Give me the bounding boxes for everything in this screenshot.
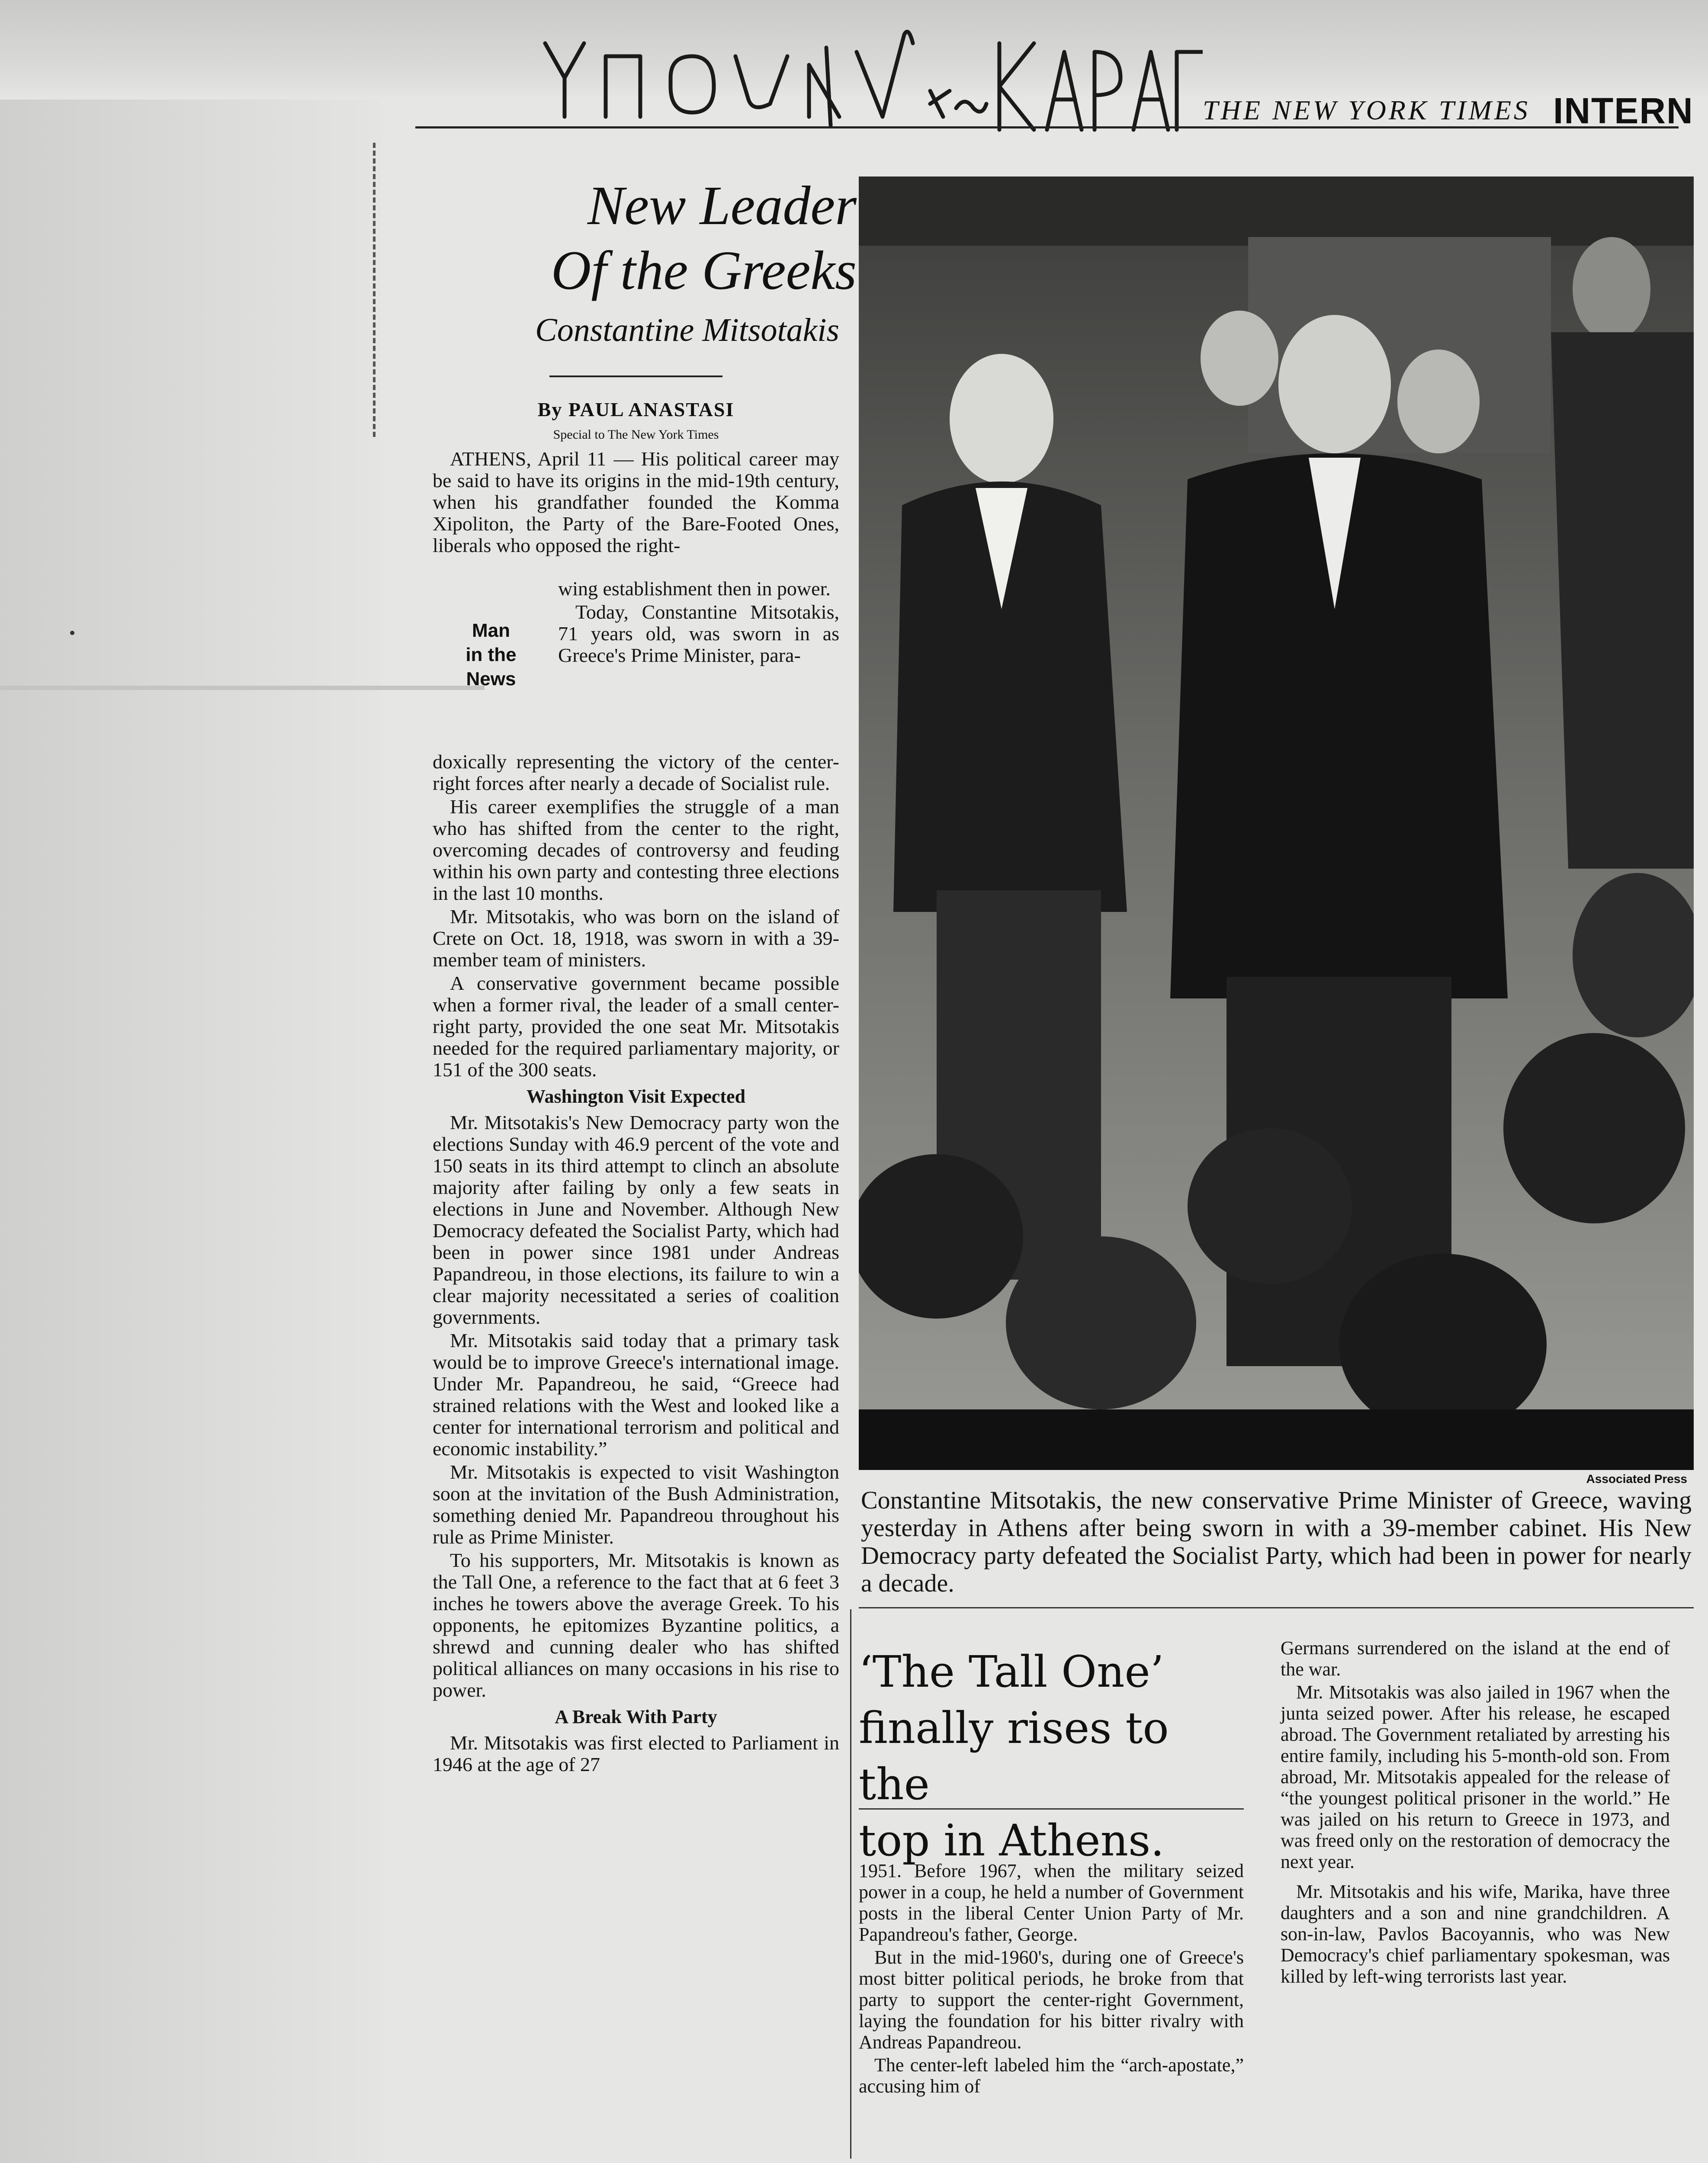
handwritten-annotation [528, 26, 1203, 147]
news-photo [859, 177, 1694, 1470]
pull-quote-line-1: ‘The Tall One’ [859, 1646, 1164, 1697]
article-paragraph: Today, Constantine Mitsotakis, 71 years old, was sworn in as Greece's Prime Minister, para- [558, 601, 839, 666]
article-paragraph: Mr. Mitsotakis is expected to visit Washington soon at the invitation of the Bush Administration, something denied Mr. Papandreou throughout his rule as Prime Minister. [433, 1461, 839, 1548]
headline [433, 173, 857, 303]
article-paragraph: Mr. Mitsotakis, who was born on the island of Crete on Oct. 18, 1918, was sworn in with a 39-member team of ministers. [433, 905, 839, 971]
byline-rule [549, 375, 722, 377]
article-paragraph: 1951. Before 1967, when the military seized power in a coup, he held a number of Government posts in the liberal Center Union Party of Mr. Papandreou's father, George. [859, 1860, 1244, 1945]
headline-line-2: Of the Greeks [551, 240, 857, 301]
mitn-line-3: News [466, 668, 516, 690]
byline: By PAUL ANASTASI [537, 398, 735, 420]
article-paragraph: Mr. Mitsotakis was also jailed in 1967 when the junta seized power. After his release, he escaped abroad. The Government retaliated by arresting his entire family, including his 5-month-old son. From abroad, Mr. Mitsotakis appealed for the release of “the youngest political prisoner in the world.” He was jailed on his return to Greece in 1973, and was freed only on the restoration of democracy the next year. [1281, 1682, 1670, 1872]
article-paragraph: But in the mid-1960's, during one of Greece's most bitter political periods, he broke from that party to support the center-right Government, laying the foundation for his bitter rivalry with Andreas Papandreou. [859, 1947, 1244, 2053]
perforation-marks [373, 143, 376, 437]
caption-rule [859, 1607, 1694, 1608]
pull-quote-line-2: finally rises to the [859, 1703, 1169, 1810]
section-name: INTERN [1553, 90, 1694, 131]
article-paragraph: ATHENS, April 11 — His political career may be said to have its origins in the mid-19th century, when his grandfather founded the Komma Xipoliton, the Party of the Bare-Footed Ones, liberals who opposed the right- [433, 448, 839, 556]
mitn-line-1: Man [472, 620, 510, 641]
article-column-1-main [433, 751, 839, 1775]
article-paragraph: Mr. Mitsotakis said today that a primary task would be to improve Greece's international image. Under Mr. Papandreou, he said, “Greece had strained relations with the West and looked like a center for international terrorism and political and economic instability.” [433, 1329, 839, 1460]
article-column-1-top [433, 448, 839, 556]
photo-image [859, 177, 1694, 1470]
article-paragraph: His career exemplifies the struggle of a man who has shifted from the center to the right, overcoming decades of controversy and feuding within his own party and contesting three elections in the last 10 months. [433, 796, 839, 904]
article-paragraph: wing establishment then in power. [558, 578, 831, 600]
article-paragraph: Mr. Mitsotakis's New Democracy party won the elections Sunday with 46.9 percent of the vote and 150 seats in its third attempt to clinch an absolute majority after failing by only a few seats in elections in June and November. Although New Democracy defeated the Socialist Party, which had been in power since 1981 under Andreas Papandreou, in those elections, its failure to win a clear majority necessitated a series of coalition governments. [433, 1111, 839, 1328]
pull-quote-rule [859, 1808, 1244, 1810]
article-paragraph: doxically representing the victory of the center-right forces after nearly a decade of Socialist rule. [433, 751, 839, 794]
article-column-3 [1281, 1637, 1670, 1987]
photo-caption: Constantine Mitsotakis, the new conservative Prime Minister of Greece, waving yesterday in Athens after being sworn in with a 39-member cabinet. His New Democracy party defeated the Socialist Party, which had been in power for nearly a decade. [861, 1486, 1692, 1597]
paper-fold [0, 686, 485, 690]
article-column-2 [859, 1860, 1244, 2097]
byline-credit: Special to The New York Times [553, 427, 719, 442]
article-paragraph: A conservative government became possible when a former rival, the leader of a small center-right party, provided the one seat Mr. Mitsotakis needed for the required parliamentary majority, or 151 of the 300 seats. [433, 972, 839, 1081]
article-paragraph: Mr. Mitsotakis and his wife, Marika, have three daughters and a son and nine grandchildren. A son-in-law, Pavlos Bacoyannis, who was New Democracy's chief parliamentary spokesman, was killed by left-wing terrorists last year. [1281, 1881, 1670, 1987]
article-subhead: Washington Visit Expected [526, 1086, 746, 1107]
article-paragraph: The center-left labeled him the “arch-apostate,” accusing him of [859, 2054, 1244, 2097]
article-paragraph: Mr. Mitsotakis was first elected to Parliament in 1946 at the age of 27 [433, 1732, 839, 1775]
article-column-1-inset [558, 578, 839, 666]
ink-speck [70, 631, 74, 635]
pull-quote-line-3: top in Athens. [859, 1815, 1165, 1866]
scan-shadow-left [0, 0, 381, 2163]
article-paragraph: To his supporters, Mr. Mitsotakis is known as the Tall One, a reference to the fact that at 6 feet 3 inches he towers above the average Greek. To his opponents, he epitomizes Byzantine politics, a shrewd and cunning dealer who has shifted political alliances on many occasions in his rise to power. [433, 1549, 839, 1701]
column-divider [850, 1609, 851, 2159]
headline-subhead: Constantine Mitsotakis [535, 312, 839, 348]
article-paragraph: Germans surrendered on the island at the end of the war. [1281, 1637, 1670, 1680]
mitn-line-2: in the [466, 644, 517, 665]
article-subhead: A Break With Party [555, 1706, 717, 1727]
pull-quote [859, 1644, 1248, 1869]
man-in-the-news-label [433, 619, 549, 691]
newspaper-name: THE NEW YORK TIMES [1203, 95, 1530, 125]
photo-credit: Associated Press [1586, 1472, 1687, 1486]
masthead-rule [415, 126, 1679, 128]
headline-line-1: New Leader [587, 175, 857, 236]
